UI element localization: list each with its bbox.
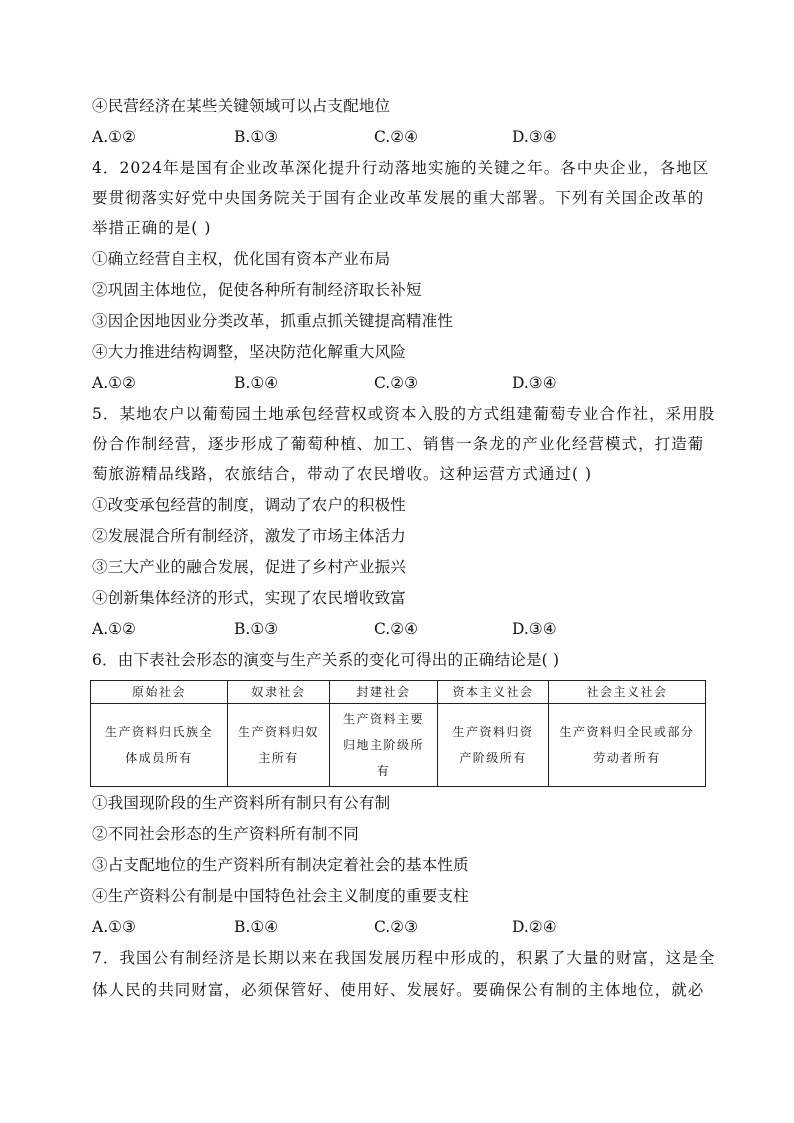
- q3-option-a: A.①②: [92, 128, 136, 146]
- q3-option-b: B.①③: [234, 128, 279, 146]
- q3-options: [92, 127, 712, 147]
- table-cell: [228, 704, 330, 787]
- table-header-row: [91, 681, 706, 704]
- table-header-cell: 资本主义社会: [438, 681, 549, 704]
- table-cell-line: 生产资料归氏族全: [104, 725, 213, 739]
- table-row: [91, 704, 706, 787]
- table-cell: [549, 704, 706, 787]
- q6-option-c: C.②③: [374, 918, 419, 936]
- q6-item-2: ②不同社会形态的生产资料所有制不同: [92, 825, 359, 843]
- q4-stem-line-3: 举措正确的是( ): [92, 219, 212, 237]
- q4-option-c: C.②③: [374, 374, 419, 392]
- q3-option-c: C.②④: [374, 128, 419, 146]
- q5-stem-line-2: 份合作制经营，逐步形成了葡萄种植、加工、销售一条龙的产业化经营模式，打造葡: [92, 435, 705, 453]
- q5-option-a: A.①②: [92, 620, 136, 638]
- q5-option-d: D.③④: [512, 620, 557, 638]
- q5-item-2: ②发展混合所有制经济，激发了市场主体活力: [92, 527, 407, 545]
- q6-option-b: B.①④: [234, 918, 279, 936]
- q4-item-1: ①确立经营自主权，优化国有资本产业布局: [92, 250, 391, 268]
- q4-option-a: A.①②: [92, 374, 136, 392]
- table-cell-line: 产阶级所有: [459, 751, 527, 765]
- table-cell-line: 归地主阶级所: [342, 738, 424, 752]
- q5-stem-line-1: 5．某地农户以葡萄园土地承包经营权或资本入股的方式组建葡萄专业合作社，采用股: [92, 405, 716, 423]
- table-cell: [438, 704, 549, 787]
- q4-option-b: B.①④: [234, 374, 279, 392]
- q5-option-c: C.②④: [374, 620, 419, 638]
- q7-stem-line-1: 7．我国公有制经济是长期以来在我国发展历程中形成的，积累了大量的财富，这是全: [92, 949, 716, 967]
- q4-stem-line-1: 4．2024年是国有企业改革深化提升行动落地实施的关键之年。各中央企业，各地区: [92, 159, 710, 177]
- q4-options: [92, 373, 712, 393]
- table-cell-line: 主所有: [258, 751, 299, 765]
- table-cell-line: 生产资料主要: [342, 712, 424, 726]
- q4-item-4: ④大力推进结构调整，坚决防范化解重大风险: [92, 343, 407, 361]
- table-cell-line: 有: [376, 764, 391, 778]
- q6-option-d: D.②④: [512, 918, 557, 936]
- table-header-cell: 社会主义社会: [549, 681, 706, 704]
- q6-options: [92, 917, 712, 937]
- table-cell-line: 生产资料归全民或部分: [559, 725, 695, 739]
- q5-item-4: ④创新集体经济的形式，实现了农民增收致富: [92, 589, 407, 607]
- q6-option-a: A.①③: [92, 918, 136, 936]
- table-header-cell: 原始社会: [91, 681, 228, 704]
- q6-item-4: ④生产资料公有制是中国特色社会主义制度的重要支柱: [92, 887, 469, 905]
- table-cell: [91, 704, 228, 787]
- q6-item-1: ①我国现阶段的生产资料所有制只有公有制: [92, 794, 391, 812]
- q3-item-4: ④民营经济在某些关键领域可以占支配地位: [92, 97, 391, 115]
- table-cell-line: 劳动者所有: [593, 751, 661, 765]
- table-cell-line: 体成员所有: [125, 751, 193, 765]
- table-cell-line: 生产资料归资: [452, 725, 534, 739]
- q6-stem: 6．由下表社会形态的演变与生产关系的变化可得出的正确结论是( ): [92, 651, 560, 669]
- table-header-cell: 封建社会: [330, 681, 438, 704]
- q4-item-2: ②巩固主体地位，促使各种所有制经济取长补短: [92, 281, 422, 299]
- q3-option-d: D.③④: [512, 128, 557, 146]
- q5-option-b: B.①③: [234, 620, 279, 638]
- q5-item-1: ①改变承包经营的制度，调动了农户的积极性: [92, 496, 407, 514]
- q4-stem-line-2: 要贯彻落实好党中央国务院关于国有企业改革发展的重大部署。下列有关国企改革的: [92, 189, 705, 207]
- table-cell: [330, 704, 438, 787]
- table-cell-line: 生产资料归奴: [237, 725, 319, 739]
- q6-item-3: ③占支配地位的生产资料所有制决定着社会的基本性质: [92, 856, 469, 874]
- table-header-cell: 奴隶社会: [228, 681, 330, 704]
- q4-item-3: ③因企因地因业分类改革，抓重点抓关键提高精准性: [92, 312, 454, 330]
- social-forms-table: [90, 680, 706, 787]
- q5-stem-line-3: 萄旅游精品线路，农旅结合，带动了农民增收。这种运营方式通过( ): [92, 465, 593, 483]
- q7-stem-line-2: 体人民的共同财富，必须保管好、使用好、发展好。要确保公有制的主体地位，就必: [92, 981, 705, 999]
- q5-options: [92, 619, 712, 639]
- q5-item-3: ③三大产业的融合发展，促进了乡村产业振兴: [92, 558, 407, 576]
- q4-option-d: D.③④: [512, 374, 557, 392]
